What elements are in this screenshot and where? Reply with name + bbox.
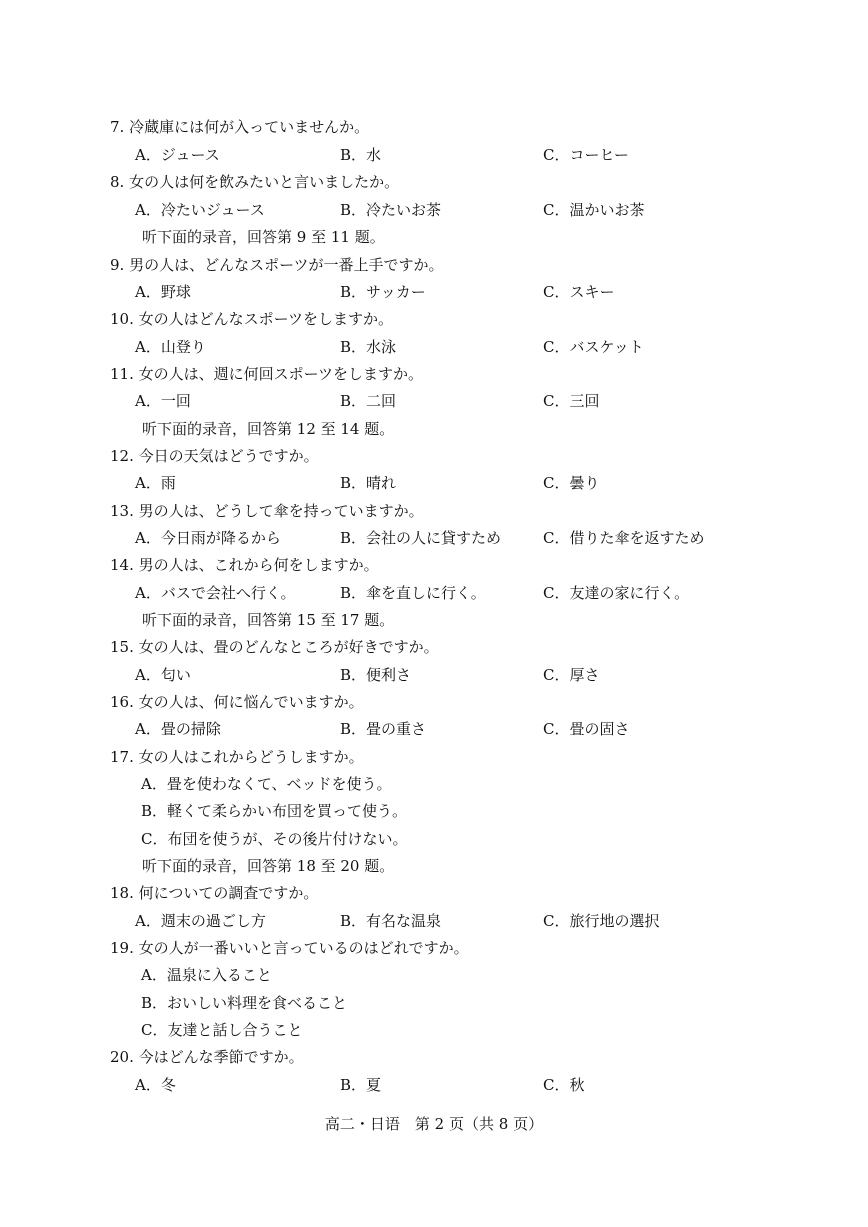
- option-c: C．バスケット: [543, 338, 644, 356]
- option-a: A．一回: [135, 392, 191, 410]
- question-7-options: [0, 145, 868, 165]
- question-11-options: [0, 391, 868, 411]
- option-a: A．匂い: [135, 666, 191, 684]
- question-number: 16.: [110, 693, 134, 711]
- option-c: C．三回: [543, 392, 600, 410]
- option-a: A．野球: [135, 283, 191, 301]
- question-text: 女の人は、何に悩んでいますか。: [138, 693, 364, 711]
- question-text: 今はどんな季節ですか。: [138, 1048, 304, 1066]
- question-text: 女の人はどんなスポーツをしますか。: [138, 310, 394, 328]
- question-text: 女の人が一番いいと言っているのはどれですか。: [138, 939, 469, 957]
- page-footer: 高二・日语 第 2 页（共 8 页）: [324, 1115, 544, 1133]
- question-14: [110, 555, 379, 575]
- question-20-options: [0, 1075, 868, 1095]
- question-19: [110, 938, 469, 958]
- option-a: A．バスで会社へ行く。: [135, 584, 296, 602]
- option-c: C．畳の固さ: [543, 720, 630, 738]
- option-c: C．厚さ: [543, 666, 600, 684]
- option-b: B．サッカー: [340, 283, 426, 301]
- option-a: A．温泉に入ること: [141, 966, 272, 984]
- question-number: 13.: [110, 502, 134, 520]
- option-a: A．雨: [135, 474, 176, 492]
- option-a: A．冷たいジュース: [135, 201, 265, 219]
- question-number: 15.: [110, 638, 134, 656]
- question-text: 冷蔵庫には何が入っていませんか。: [129, 118, 370, 136]
- option-b: B．軽くて柔らかい布団を買って使う。: [141, 802, 408, 820]
- question-number: 20.: [110, 1048, 134, 1066]
- option-a: A．畳の掃除: [135, 720, 221, 738]
- question-14-options: [0, 583, 868, 603]
- question-16: [110, 692, 364, 712]
- option-a: A．山登り: [135, 338, 206, 356]
- question-number: 7.: [110, 118, 125, 136]
- section-header: 听下面的录音，回答第 12 至 14 题。: [142, 420, 395, 438]
- option-c: C．スキー: [543, 283, 615, 301]
- question-13: [110, 501, 424, 521]
- question-text: 女の人は、畳のどんなところが好きですか。: [138, 638, 439, 656]
- question-10: [110, 309, 393, 329]
- question-number: 18.: [110, 884, 134, 902]
- option-b: B．便利さ: [340, 666, 412, 684]
- question-15: [110, 637, 439, 657]
- question-text: 女の人は、週に何回スポーツをしますか。: [138, 365, 424, 383]
- option-c: C．秋: [543, 1076, 585, 1094]
- option-c: C．布団を使うが、その後片付けない。: [141, 830, 408, 848]
- question-text: 男の人は、これから何をしますか。: [138, 556, 379, 574]
- question-17: [110, 747, 364, 767]
- question-text: 男の人は、どうして傘を持っていますか。: [138, 502, 424, 520]
- section-header: 听下面的录音，回答第 9 至 11 题。: [142, 228, 385, 246]
- option-b: B．水泳: [340, 338, 397, 356]
- question-number: 10.: [110, 310, 134, 328]
- option-c: C．友達の家に行く。: [543, 584, 690, 602]
- option-c: C．温かいお茶: [543, 201, 645, 219]
- option-b: B．夏: [340, 1076, 382, 1094]
- question-text: 女の人は何を飲みたいと言いましたか。: [129, 173, 400, 191]
- question-15-options: [0, 665, 868, 685]
- question-number: 19.: [110, 939, 134, 957]
- question-8-options: [0, 200, 868, 220]
- option-c: C．コーヒー: [543, 146, 629, 164]
- question-12-options: [0, 473, 868, 493]
- question-text: 女の人はこれからどうしますか。: [138, 748, 364, 766]
- question-9-options: [0, 282, 868, 302]
- question-11: [110, 364, 423, 384]
- option-b: B．二回: [340, 392, 397, 410]
- question-10-options: [0, 337, 868, 357]
- question-13-options: [0, 528, 868, 548]
- option-a: A．週末の過ごし方: [135, 912, 266, 930]
- question-9: [110, 255, 444, 275]
- question-18: [110, 883, 318, 903]
- question-16-options: [0, 719, 868, 739]
- option-a: A．冬: [135, 1076, 176, 1094]
- option-a: A．今日雨が降るから: [135, 529, 281, 547]
- option-b: B．会社の人に貸すため: [340, 529, 502, 547]
- question-number: 12.: [110, 447, 134, 465]
- option-c: C．旅行地の選択: [543, 912, 660, 930]
- question-number: 11.: [110, 365, 134, 383]
- question-number: 8.: [110, 173, 125, 191]
- option-b: B．傘を直しに行く。: [340, 584, 486, 602]
- question-number: 9.: [110, 256, 125, 274]
- question-text: 何についての調査ですか。: [138, 884, 319, 902]
- option-b: B．晴れ: [340, 474, 397, 492]
- section-header: 听下面的录音，回答第 15 至 17 题。: [142, 611, 395, 629]
- option-b: B．有名な温泉: [340, 912, 442, 930]
- option-c: C．曇り: [543, 474, 600, 492]
- option-c: C．借りた傘を返すため: [543, 529, 705, 547]
- question-20: [110, 1047, 304, 1067]
- question-12: [110, 446, 319, 466]
- question-8: [110, 172, 399, 192]
- question-number: 14.: [110, 556, 134, 574]
- question-text: 今日の天気はどうですか。: [138, 447, 319, 465]
- question-text: 男の人は、どんなスポーツが一番上手ですか。: [129, 256, 444, 274]
- question-number: 17.: [110, 748, 134, 766]
- question-18-options: [0, 911, 868, 931]
- option-b: B．おいしい料理を食べること: [141, 994, 348, 1012]
- option-c: C．友達と話し合うこと: [141, 1021, 303, 1039]
- option-b: B．冷たいお茶: [340, 201, 442, 219]
- option-b: B．畳の重さ: [340, 720, 427, 738]
- option-a: A．ジュース: [135, 146, 220, 164]
- option-b: B．水: [340, 146, 382, 164]
- question-7: [110, 117, 369, 137]
- option-a: A．畳を使わなくて、ベッドを使う。: [141, 775, 392, 793]
- section-header: 听下面的录音，回答第 18 至 20 题。: [142, 857, 395, 875]
